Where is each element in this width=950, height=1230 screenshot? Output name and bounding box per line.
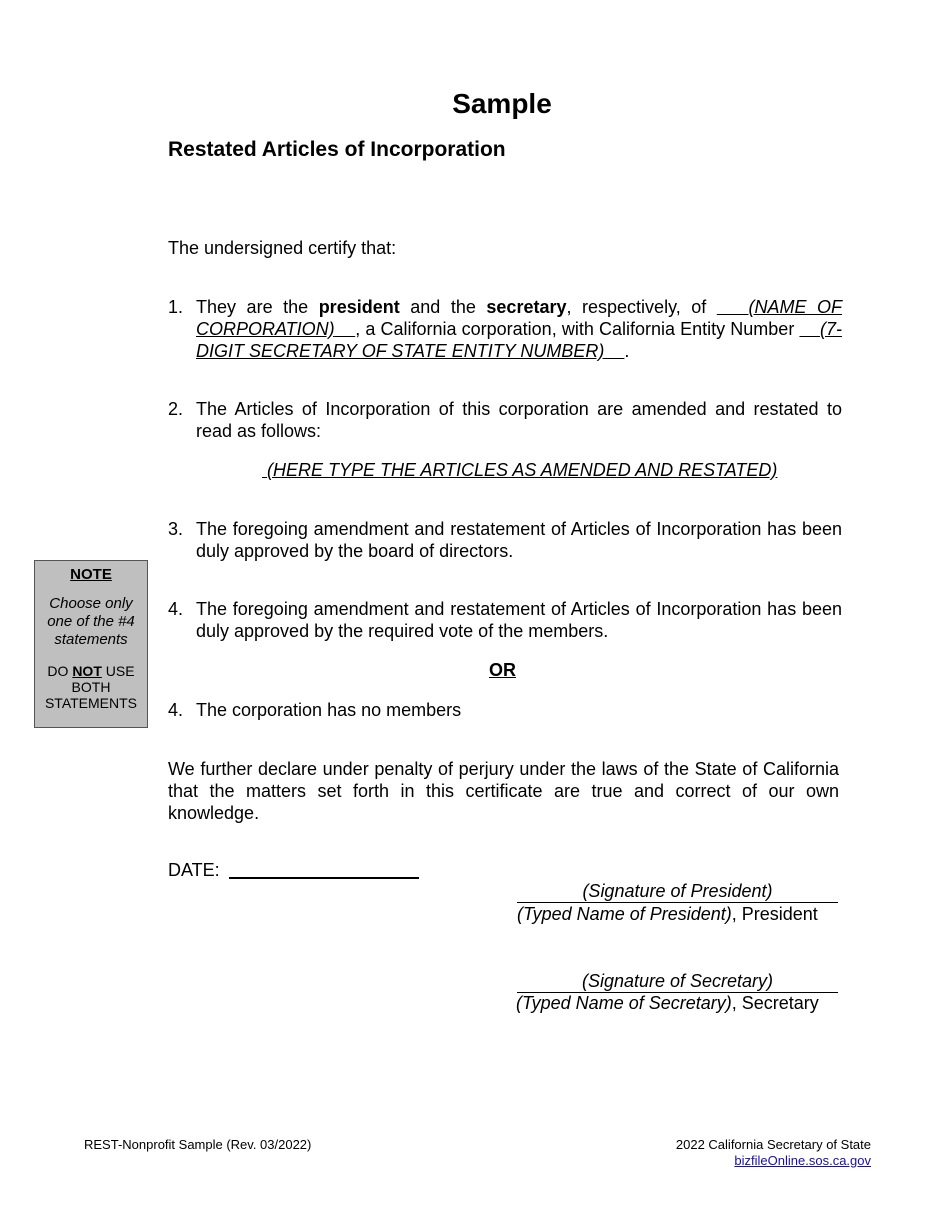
- item-4b: The corporation has no members: [196, 700, 462, 720]
- declaration-text: We further declare under penalty of perjury under the laws of the State of California that the matters set forth in this certificate are true and correct of our own knowledge.: [168, 759, 839, 823]
- secretary-typed-name: (Typed Name of Secretary), Secretary: [516, 993, 819, 1013]
- document-subtitle: Restated Articles of Incorporation: [168, 138, 506, 161]
- note-instruction: Choose only one of the #4 statements: [47, 595, 135, 648]
- page-title: Sample: [452, 88, 552, 119]
- item-3: The foregoing amendment and restatement of Articles of Incorporation has been duly approved by the board of directors.: [196, 519, 842, 561]
- footer-agency: 2022 California Secretary of State: [675, 1137, 871, 1152]
- note-both: BOTH STATEMENTS: [44, 679, 138, 711]
- articles-field: (HERE TYPE THE ARTICLES AS AMENDED AND RESTATED): [267, 460, 778, 480]
- item-1-number: 1.: [168, 297, 184, 317]
- entity-number-field: (7-DIGIT SECRETARY OF STATE ENTITY NUMBER): [196, 319, 842, 361]
- secretary-signature-line: (Signature of Secretary): [517, 970, 838, 993]
- date-line: [229, 877, 419, 879]
- note-heading: NOTE: [70, 566, 112, 583]
- president-typed-name: (Typed Name of President), President: [517, 904, 818, 924]
- intro-text: The undersigned certify that:: [168, 238, 397, 258]
- footer-link[interactable]: bizfileOnline.sos.ca.gov: [734, 1153, 871, 1168]
- note-box: [34, 560, 148, 728]
- corporation-name-field: (NAME OF CORPORATION): [196, 297, 843, 339]
- item-2-number: 2.: [168, 399, 184, 419]
- president-signature-line: (Signature of President): [517, 880, 838, 903]
- item-4a-number: 4.: [168, 599, 184, 619]
- item-1: They are the president and the secretary, respectively, of (NAME OF CORPORATION) , a California corporation, with California Entity Number (7-DIGIT SECRETARY OF STATE ENTITY NUMBER) .: [196, 297, 843, 361]
- item-4a: The foregoing amendment and restatement of Articles of Incorporation has been duly approved by the required vote of the members.: [196, 599, 842, 641]
- note-warning: DO NOT USE: [47, 663, 135, 679]
- item-2: The Articles of Incorporation of this corporation are amended and restated to read as follows:: [196, 399, 842, 441]
- item-4b-number: 4.: [168, 700, 184, 720]
- item-3-number: 3.: [168, 519, 184, 539]
- date-label: DATE:: [168, 860, 220, 880]
- footer-form-id: REST-Nonprofit Sample (Rev. 03/2022): [84, 1137, 312, 1152]
- or-separator: OR: [489, 660, 516, 680]
